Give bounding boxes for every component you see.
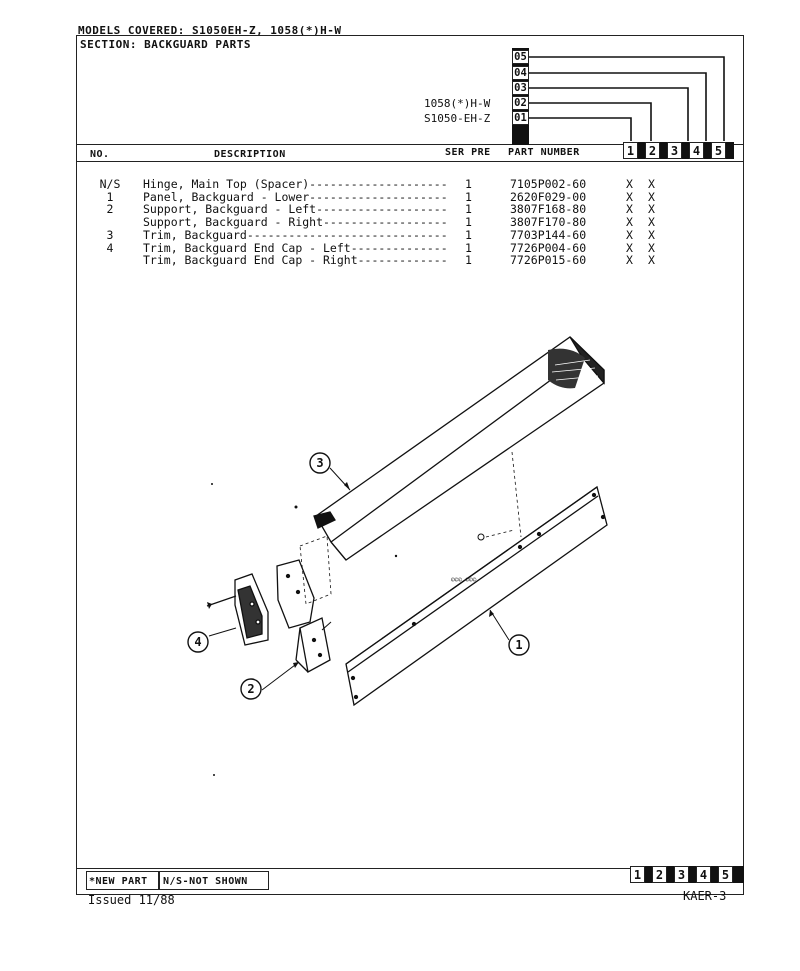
footer-num-3: 3 [674, 866, 689, 883]
footer-num-2: 2 [652, 866, 667, 883]
part-item-no: 1 [106, 190, 114, 204]
footer-num-5: 5 [718, 866, 733, 883]
part-description: Support, Backguard - Left------------------- [143, 202, 448, 216]
part-model-1-mark: X [626, 177, 633, 191]
footer-num-4: 4 [696, 866, 711, 883]
part-quantity: 1 [465, 241, 472, 255]
part-description: Hinge, Main Top (Spacer)-------------------- [143, 177, 448, 191]
panel-stamp-text: ©©© ©©© [451, 577, 477, 584]
part-model-2-mark: X [648, 202, 655, 216]
backguard-support [277, 560, 330, 672]
part-quantity: 1 [465, 253, 472, 267]
backguard-end-cap [235, 574, 268, 645]
section-title: SECTION: BACKGUARD PARTS [80, 38, 251, 51]
part-item-no: N/S [99, 177, 121, 191]
model-label-02: 1058(*)H-W [424, 97, 491, 110]
model-tag-04: 04 [512, 66, 529, 80]
callout-3: 3 [316, 456, 324, 470]
part-item-no: 3 [106, 228, 114, 242]
callout-2: 2 [247, 682, 255, 696]
part-description: Trim, Backguard End Cap - Right------------- [143, 253, 448, 267]
part-model-1-mark: X [626, 202, 633, 216]
part-number: 7726P015-60 [510, 253, 587, 267]
part-quantity: 1 [465, 190, 472, 204]
callout-1: 1 [515, 638, 523, 652]
screw-icon [478, 534, 484, 540]
part-item-no: 4 [106, 241, 114, 255]
part-model-1-mark: X [626, 253, 633, 267]
footer-num-sep [689, 866, 696, 883]
footer-num-sep [733, 866, 744, 883]
part-model-1-mark: X [626, 190, 633, 204]
part-model-1-mark: X [626, 241, 633, 255]
model-label-01: S1050-EH-Z [424, 112, 491, 125]
col-num-5: 5 [711, 142, 726, 159]
col-num-4: 4 [689, 142, 704, 159]
part-quantity: 1 [465, 177, 472, 191]
issued-date: Issued 11/88 [88, 893, 175, 907]
part-quantity: 1 [465, 215, 472, 229]
col-ser-pre: SER PRE [445, 147, 491, 158]
col-part-number: PART NUMBER [508, 147, 580, 158]
page-code: KAER-3 [683, 889, 727, 903]
footer-num-sep [645, 866, 652, 883]
col-description: DESCRIPTION [214, 149, 286, 160]
part-number: 7105P002-60 [510, 177, 587, 191]
part-model-2-mark: X [648, 190, 655, 204]
part-quantity: 1 [465, 228, 472, 242]
model-tag-05: 05 [512, 50, 529, 64]
col-num-2: 2 [645, 142, 660, 159]
col-num-1: 1 [623, 142, 638, 159]
part-number: 3807F170-80 [510, 215, 587, 229]
part-model-2-mark: X [648, 241, 655, 255]
callout-4: 4 [194, 635, 202, 649]
footer-num-sep [711, 866, 718, 883]
col-num-3: 3 [667, 142, 682, 159]
part-description: Support, Backguard - Right------------------ [143, 215, 448, 229]
part-description: Panel, Backguard - Lower-------------------- [143, 190, 448, 204]
part-model-2-mark: X [648, 253, 655, 267]
model-tag-02: 02 [512, 96, 529, 110]
part-model-2-mark: X [648, 215, 655, 229]
part-item-no: 2 [106, 202, 114, 216]
model-tag-01: 01 [512, 111, 529, 125]
part-number: 3807F168-80 [510, 202, 587, 216]
part-model-2-mark: X [648, 177, 655, 191]
models-covered: MODELS COVERED: S1050EH-Z, 1058(*)H-W [78, 24, 342, 37]
new-part-label: *NEW PART [89, 876, 148, 887]
model-tag-03: 03 [512, 81, 529, 95]
col-no: NO. [90, 149, 110, 160]
footer-num-sep [667, 866, 674, 883]
part-number: 7703P144-60 [510, 228, 587, 242]
part-number: 7726P004-60 [510, 241, 587, 255]
part-number: 2620F029-00 [510, 190, 587, 204]
part-model-2-mark: X [648, 228, 655, 242]
part-quantity: 1 [465, 202, 472, 216]
part-description: Trim, Backguard----------------------------- [143, 228, 448, 242]
part-model-1-mark: X [626, 215, 633, 229]
footer-num-1: 1 [630, 866, 645, 883]
part-description: Trim, Backguard End Cap - Left-------------- [143, 241, 448, 255]
part-model-1-mark: X [626, 228, 633, 242]
not-shown-label: N/S-NOT SHOWN [163, 876, 248, 887]
